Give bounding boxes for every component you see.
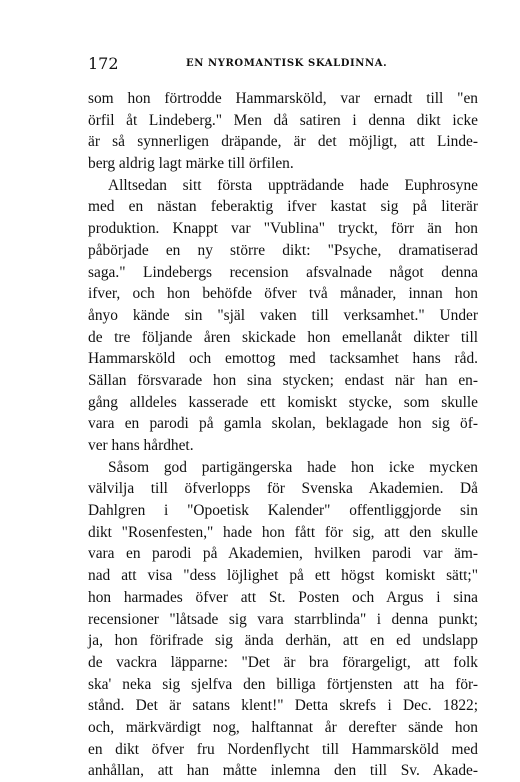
text-line: en dikt öfver fru Nordenflycht till Hammarsköld med [88, 740, 478, 758]
text-line: med en nästan feberaktig ifver kastat sig på literär [88, 198, 478, 216]
page-header [88, 52, 478, 76]
text-line: Sällan försvarade hon sina stycken; endast när han en- [88, 371, 478, 389]
text-line: är så synnerligen dräpande, är det möjligt, att Linde- [88, 133, 478, 151]
text-line: ja, hon förifrade sig ända derhän, att en ed undslapp [88, 632, 478, 650]
text-line: ver hans hårdhet. [88, 437, 194, 454]
text-line: berg aldrig lagt märke till örfilen. [88, 155, 294, 173]
text-line: örfil åt Lindeberg." Men då satiren i denna dikt icke [88, 111, 478, 129]
text-line: gång alldeles kasserade ett komiskt stycke, som skulle [88, 393, 478, 411]
text-line: stånd. Det är satans klent!" Detta skrefs i Dec. 1822; [88, 697, 478, 715]
text-line: nad att visa "dess löjlighet på ett högst komiskt sätt;" [88, 567, 478, 585]
text-line: Hammarsköld och emottog med tacksamhet hans råd. [88, 350, 478, 368]
text-line: saga." Lindebergs recension afsvalnade något denna [88, 263, 478, 281]
text-line: påbörjade en ny större dikt: "Psyche, dramatiserad [88, 241, 478, 259]
body-text [88, 88, 478, 782]
page-number: 172 [88, 54, 119, 73]
text-line: som hon förtrodde Hammarsköld, var ernadt till "en [88, 90, 478, 107]
text-line: produktion. Knappt var "Vublina" tryckt, förr än hon [88, 220, 478, 238]
text-line: Såsom god partigängerska hade hon icke mycken [108, 458, 478, 476]
text-line: vara en parodi på gamla skolan, beklagade hon sig öf- [88, 415, 478, 433]
text-line: och, märkvärdigt nog, halftannat år derefter sände hon [88, 718, 478, 736]
text-line: ånyo kände sin "själ vaken till verksamhet." Under [88, 306, 478, 324]
text-line: Alltsedan sitt första uppträdande hade Euphrosyne [108, 176, 478, 194]
text-line: vara en parodi på Akademien, hvilken parodi var äm- [88, 545, 478, 563]
text-line: hon harmades öfver att St. Posten och Argus i sina [88, 588, 478, 606]
running-head: EN NYROMANTISK SKALDINNA. [186, 58, 388, 69]
text-line: Dahlgren i "Opoetisk Kalender" offentliggjorde sin [88, 502, 478, 520]
text-line: ska' neka sig sjelfva den billiga förtjensten att ha för- [88, 675, 478, 693]
text-line: ifver, och hon behöfde öfver två månader, innan hon [88, 285, 478, 303]
text-line: dikt "Rosenfesten," hade hon fått för sig, att den skulle [88, 523, 478, 541]
text-line: de vackra läpparne: "Det är bra förargeligt, att folk [88, 653, 478, 671]
text-line: recensioner "låtsade sig vara starrblinda" i denna punkt; [88, 610, 478, 628]
text-line: anhållan, att han måtte inlemna den till Sv. Akade- [88, 762, 478, 780]
text-line: de tre följande åren skickade hon emellanåt dikter till [88, 328, 478, 346]
text-line: välvilja till öfverlopps för Svenska Akademien. Då [88, 480, 478, 498]
